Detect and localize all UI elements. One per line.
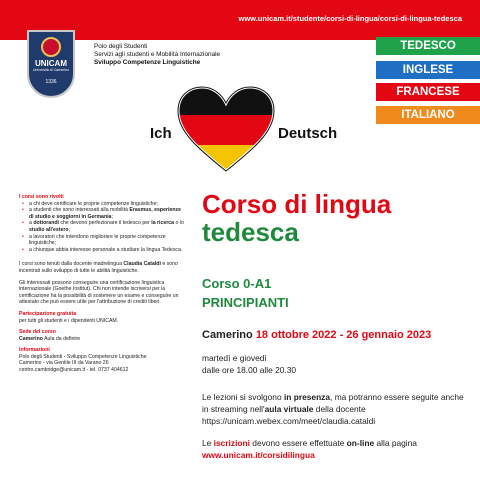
language-tab-francese[interactable]: FRANCESE	[376, 83, 480, 101]
intro-title: I corsi sono rivolti	[19, 194, 64, 200]
dept-line: Sviluppo Competenze Linguistiche	[94, 59, 201, 66]
info-line: Polo degli Studenti - Sviluppo Competenze Linguistiche	[19, 353, 147, 360]
headline	[150, 85, 380, 175]
teacher-paragraph: I corsi sono tenuti dalla docente madrelingua Claudia Cataldi e sono incentrati sullo sviluppo di tutte le abilità linguistiche.	[19, 261, 178, 274]
venue-title: Sede del corso	[19, 329, 56, 336]
title-line-2: tedesca	[202, 217, 299, 247]
lessons-note: Le lezioni si svolgono in presenza, ma potranno essere seguite anche in streaming nell'aula virtuale della docente https://unicam.webex.com/meet/claudia.cataldi	[202, 391, 472, 427]
language-tab-italiano[interactable]: ITALIANO	[376, 106, 480, 124]
department-info	[94, 43, 220, 67]
venue-text: Camerino Aula da definire	[19, 335, 81, 342]
list-item: • a studenti che sono interessati alla mobilità Erasmus, esperienze di studio e soggiorni in Germania;	[19, 207, 184, 220]
list-item: • a chi deve certificare le proprie competenze linguistiche;	[19, 201, 184, 208]
language-tab-tedesco[interactable]: TEDESCO	[376, 37, 480, 55]
headline-word-liebe: liebe	[191, 121, 228, 138]
participation-title: Partecipazione gratuita	[19, 310, 77, 317]
unicam-logo	[27, 30, 75, 98]
crest-icon	[41, 37, 61, 57]
headline-word-ich: Ich	[150, 125, 172, 142]
registration-link[interactable]: www.unicam.it/corsidilingua	[202, 450, 315, 460]
info-email[interactable]: centro.cambridge@unicam.it - tel. 0737 404612	[19, 367, 129, 374]
logo-subtitle: Università di Camerino	[32, 68, 70, 72]
schedule	[202, 352, 296, 376]
title-line-1: Corso di lingua	[202, 189, 392, 219]
participation-text: per tutti gli studenti e i dipendenti UNICAM.	[19, 317, 119, 324]
website-url[interactable]: www.unicam.it/studente/corsi-di-lingua/corsi-di-lingua-tedesca	[238, 14, 462, 23]
course-code: Corso 0-A1	[202, 276, 272, 291]
info-title: Informazioni	[19, 347, 50, 354]
certification-paragraph: Gli interessati possono conseguire una certificazione linguistica internazionale (Goethe Institut). Chi non intende iscriversi per la certificazione ha la possibilità di sostenere un esame e conseguire un attestato che può essere utile per l'attribuzione di crediti liberi.	[19, 279, 179, 306]
info-line: Camerino - via Gentile III da Varano 26	[19, 360, 109, 367]
schedule-hours: dalle ore 18.00 alle 20.30	[202, 365, 297, 375]
logo-name: UNICAM	[35, 59, 67, 68]
registration-note: Le iscrizioni devono essere effettuate on-line alla pagina www.unicam.it/corsidilingua	[202, 437, 472, 461]
webex-link[interactable]: https://unicam.webex.com/meet/claudia.cataldi	[202, 416, 376, 426]
list-item: • a dottorandi che devono perfezionare il tedesco per la ricerca o lo studio all'estero;	[19, 220, 184, 233]
headline-word-deutsch: Deutsch	[278, 125, 338, 142]
logo-year: 1336	[45, 79, 57, 85]
audience-list	[19, 201, 184, 254]
list-item: • a chiunque abbia interesse personale a studiare la lingua Tedesca.	[19, 247, 184, 254]
date-range: 18 ottobre 2022 - 26 gennaio 2023	[255, 329, 432, 341]
list-item: • a lavoratori che intendono migliorare le proprie competenze linguistiche;	[19, 234, 184, 247]
dept-line: Servizi agli studenti e Mobilità Internazionale	[94, 51, 221, 58]
left-column-info	[19, 194, 184, 374]
schedule-days: martedì e giovedì	[202, 353, 267, 363]
language-tab-inglese[interactable]: INGLESE	[376, 61, 480, 79]
dept-line: Polo degli Studenti	[94, 43, 148, 50]
course-place: Camerino	[202, 329, 253, 341]
course-dates	[202, 329, 431, 341]
course-level	[202, 274, 289, 312]
course-title	[202, 190, 472, 246]
course-level-name: PRINCIPIANTI	[202, 295, 289, 310]
